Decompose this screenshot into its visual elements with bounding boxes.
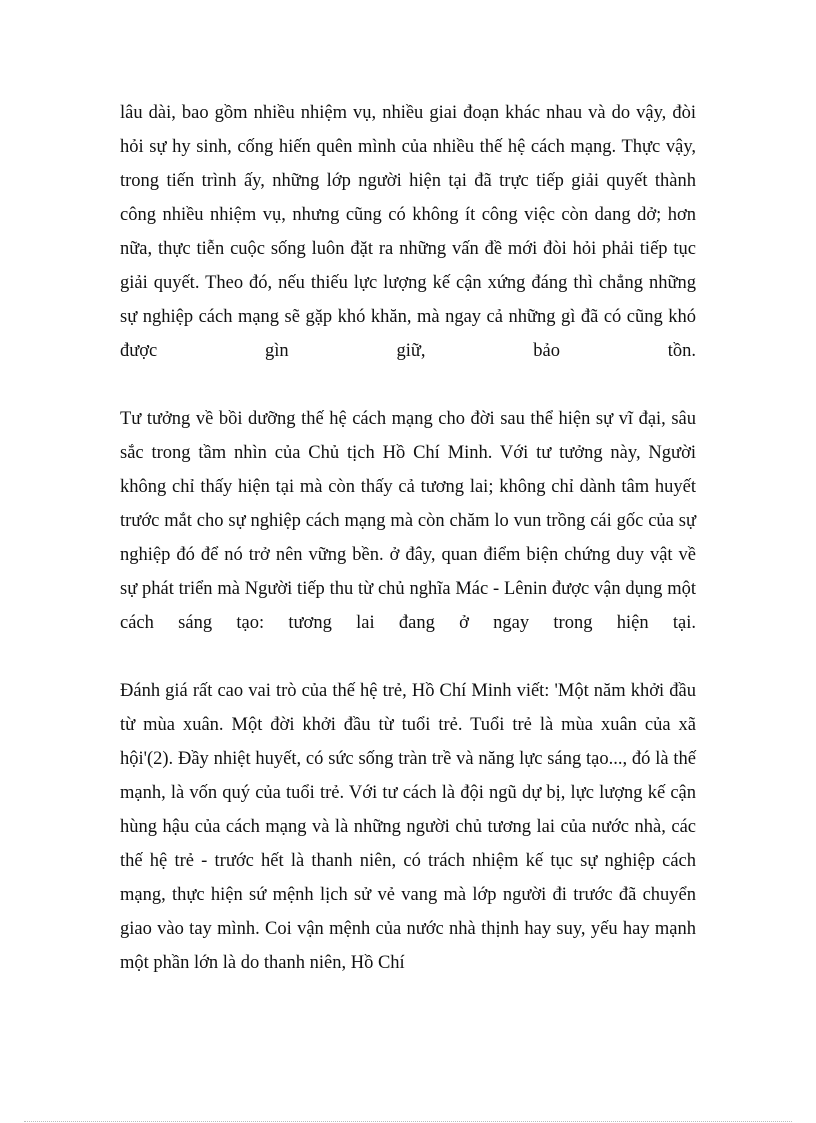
paragraph-2: Tư tưởng về bồi dưỡng thế hệ cách mạng cho đời sau thể hiện sự vĩ đại, sâu sắc trong tầm nhìn của Chủ tịch Hồ Chí Minh. Với tư tưởng này, Người không chỉ thấy hiện tại mà còn thấy cả tương lai; không chỉ dành tâm huyết trước mắt cho sự nghiệp cách mạng mà còn chăm lo vun trồng cái gốc của sự nghiệp đó để nó trở nên vững bền. ở đây, quan điểm biện chứng duy vật về sự phát triển mà Người tiếp thu từ chủ nghĩa Mác - Lênin được vận dụng một cách sáng tạo: tương lai đang ở ngay trong hiện tại. (120, 409, 696, 633)
page-bottom-dotted-rule (24, 1121, 792, 1122)
paragraph-1: lâu dài, bao gồm nhiều nhiệm vụ, nhiều giai đoạn khác nhau và do vậy, đòi hỏi sự hy sinh, cống hiến quên mình của nhiều thế hệ cách mạng. Thực vậy, trong tiến trình ấy, những lớp người hiện tại đã trực tiếp giải quyết thành công nhiều nhiệm vụ, nhưng cũng có không ít công việc còn dang dở; hơn nữa, thực tiễn cuộc sống luôn đặt ra những vấn đề mới đòi hỏi phải tiếp tục giải quyết. Theo đó, nếu thiếu lực lượng kế cận xứng đáng thì chẳng những sự nghiệp cách mạng sẽ gặp khó khăn, mà ngay cả những gì đã có cũng khó được gìn giữ, bảo tồn. (120, 103, 696, 361)
paragraph-3: Đánh giá rất cao vai trò của thế hệ trẻ, Hồ Chí Minh viết: 'Một năm khởi đầu từ mùa xuân. Một đời khởi đầu từ tuổi trẻ. Tuổi trẻ là mùa xuân của xã hội'(2). Đầy nhiệt huyết, có sức sống tràn trề và năng lực sáng tạo..., đó là thế mạnh, là vốn quý của tuổi trẻ. Với tư cách là đội ngũ dự bị, lực lượng kế cận hùng hậu của cách mạng và là những người chủ tương lai của nước nhà, các thế hệ trẻ - trước hết là thanh niên, có trách nhiệm kế tục sự nghiệp cách mạng, thực hiện sứ mệnh lịch sử vẻ vang mà lớp người đi trước đã chuyển giao vào tay mình. Coi vận mệnh của nước nhà thịnh hay suy, yếu hay mạnh một phần lớn là do thanh niên, Hồ Chí (120, 681, 696, 973)
document-body (120, 96, 696, 980)
